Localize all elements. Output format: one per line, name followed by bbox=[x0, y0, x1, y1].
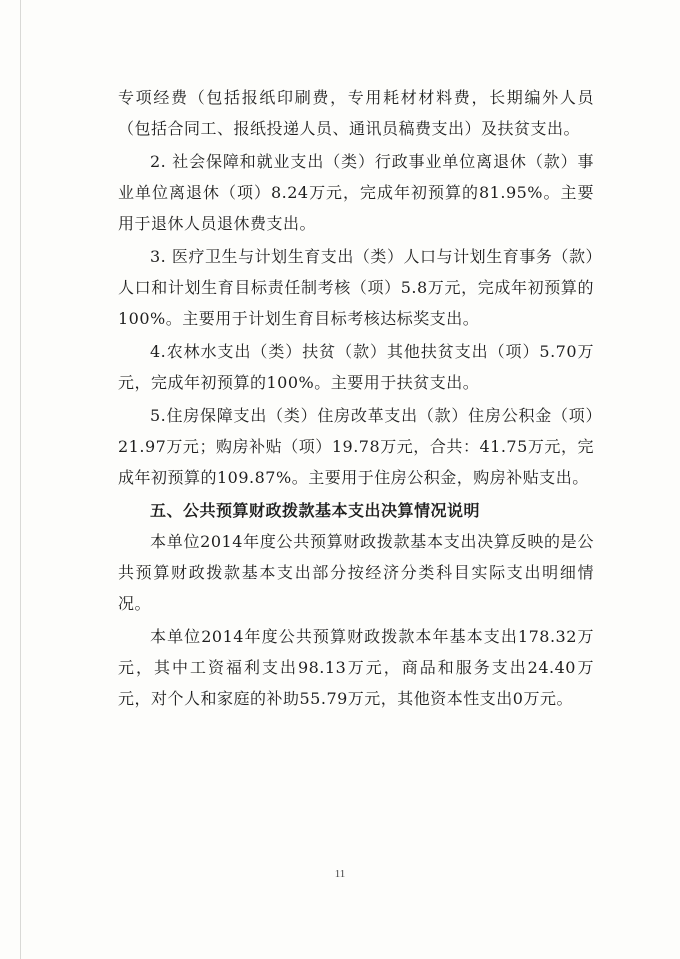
paragraph-4: 4.农林水支出（类）扶贫（款）其他扶贫支出（项）5.70万元，完成年初预算的100%。主要用于扶贫支出。 bbox=[118, 342, 594, 392]
document-body bbox=[118, 82, 594, 716]
paragraph-3: 3. 医疗卫生与计划生育支出（类）人口与计划生育事务（款）人口和计划生育目标责任制考核（项）5.8万元，完成年初预算的100%。主要用于计划生育目标考核达标奖支出。 bbox=[118, 247, 594, 328]
section-paragraph-1: 本单位2014年度公共预算财政拨款基本支出决算反映的是公共预算财政拨款基本支出部分按经济分类科目实际支出明细情况。 bbox=[118, 532, 594, 613]
paragraph-2: 2. 社会保障和就业支出（类）行政事业单位离退休（款）事业单位离退休（项）8.24万元，完成年初预算的81.95%。主要用于退休人员退休费支出。 bbox=[118, 152, 594, 233]
scan-edge-line bbox=[20, 0, 21, 959]
page-number: 11 bbox=[334, 868, 346, 880]
paragraph-5: 5.住房保障支出（类）住房改革支出（款）住房公积金（项）21.97万元；购房补贴（项）19.78万元，合共：41.75万元，完成年初预算的109.87%。主要用于住房公积金，购房补贴支出。 bbox=[118, 406, 594, 487]
section-heading: 五、公共预算财政拨款基本支出决算情况说明 bbox=[150, 501, 481, 520]
paragraph-1: 专项经费（包括报纸印刷费，专用耗材材料费，长期编外人员（包括合同工、报纸投递人员、通讯员稿费支出）及扶贫支出。 bbox=[118, 88, 594, 138]
section-paragraph-2: 本单位2014年度公共预算财政拨款本年基本支出178.32万元，其中工资福利支出98.13万元，商品和服务支出24.40万元，对个人和家庭的补助55.79万元，其他资本性支出0万元。 bbox=[118, 627, 594, 708]
